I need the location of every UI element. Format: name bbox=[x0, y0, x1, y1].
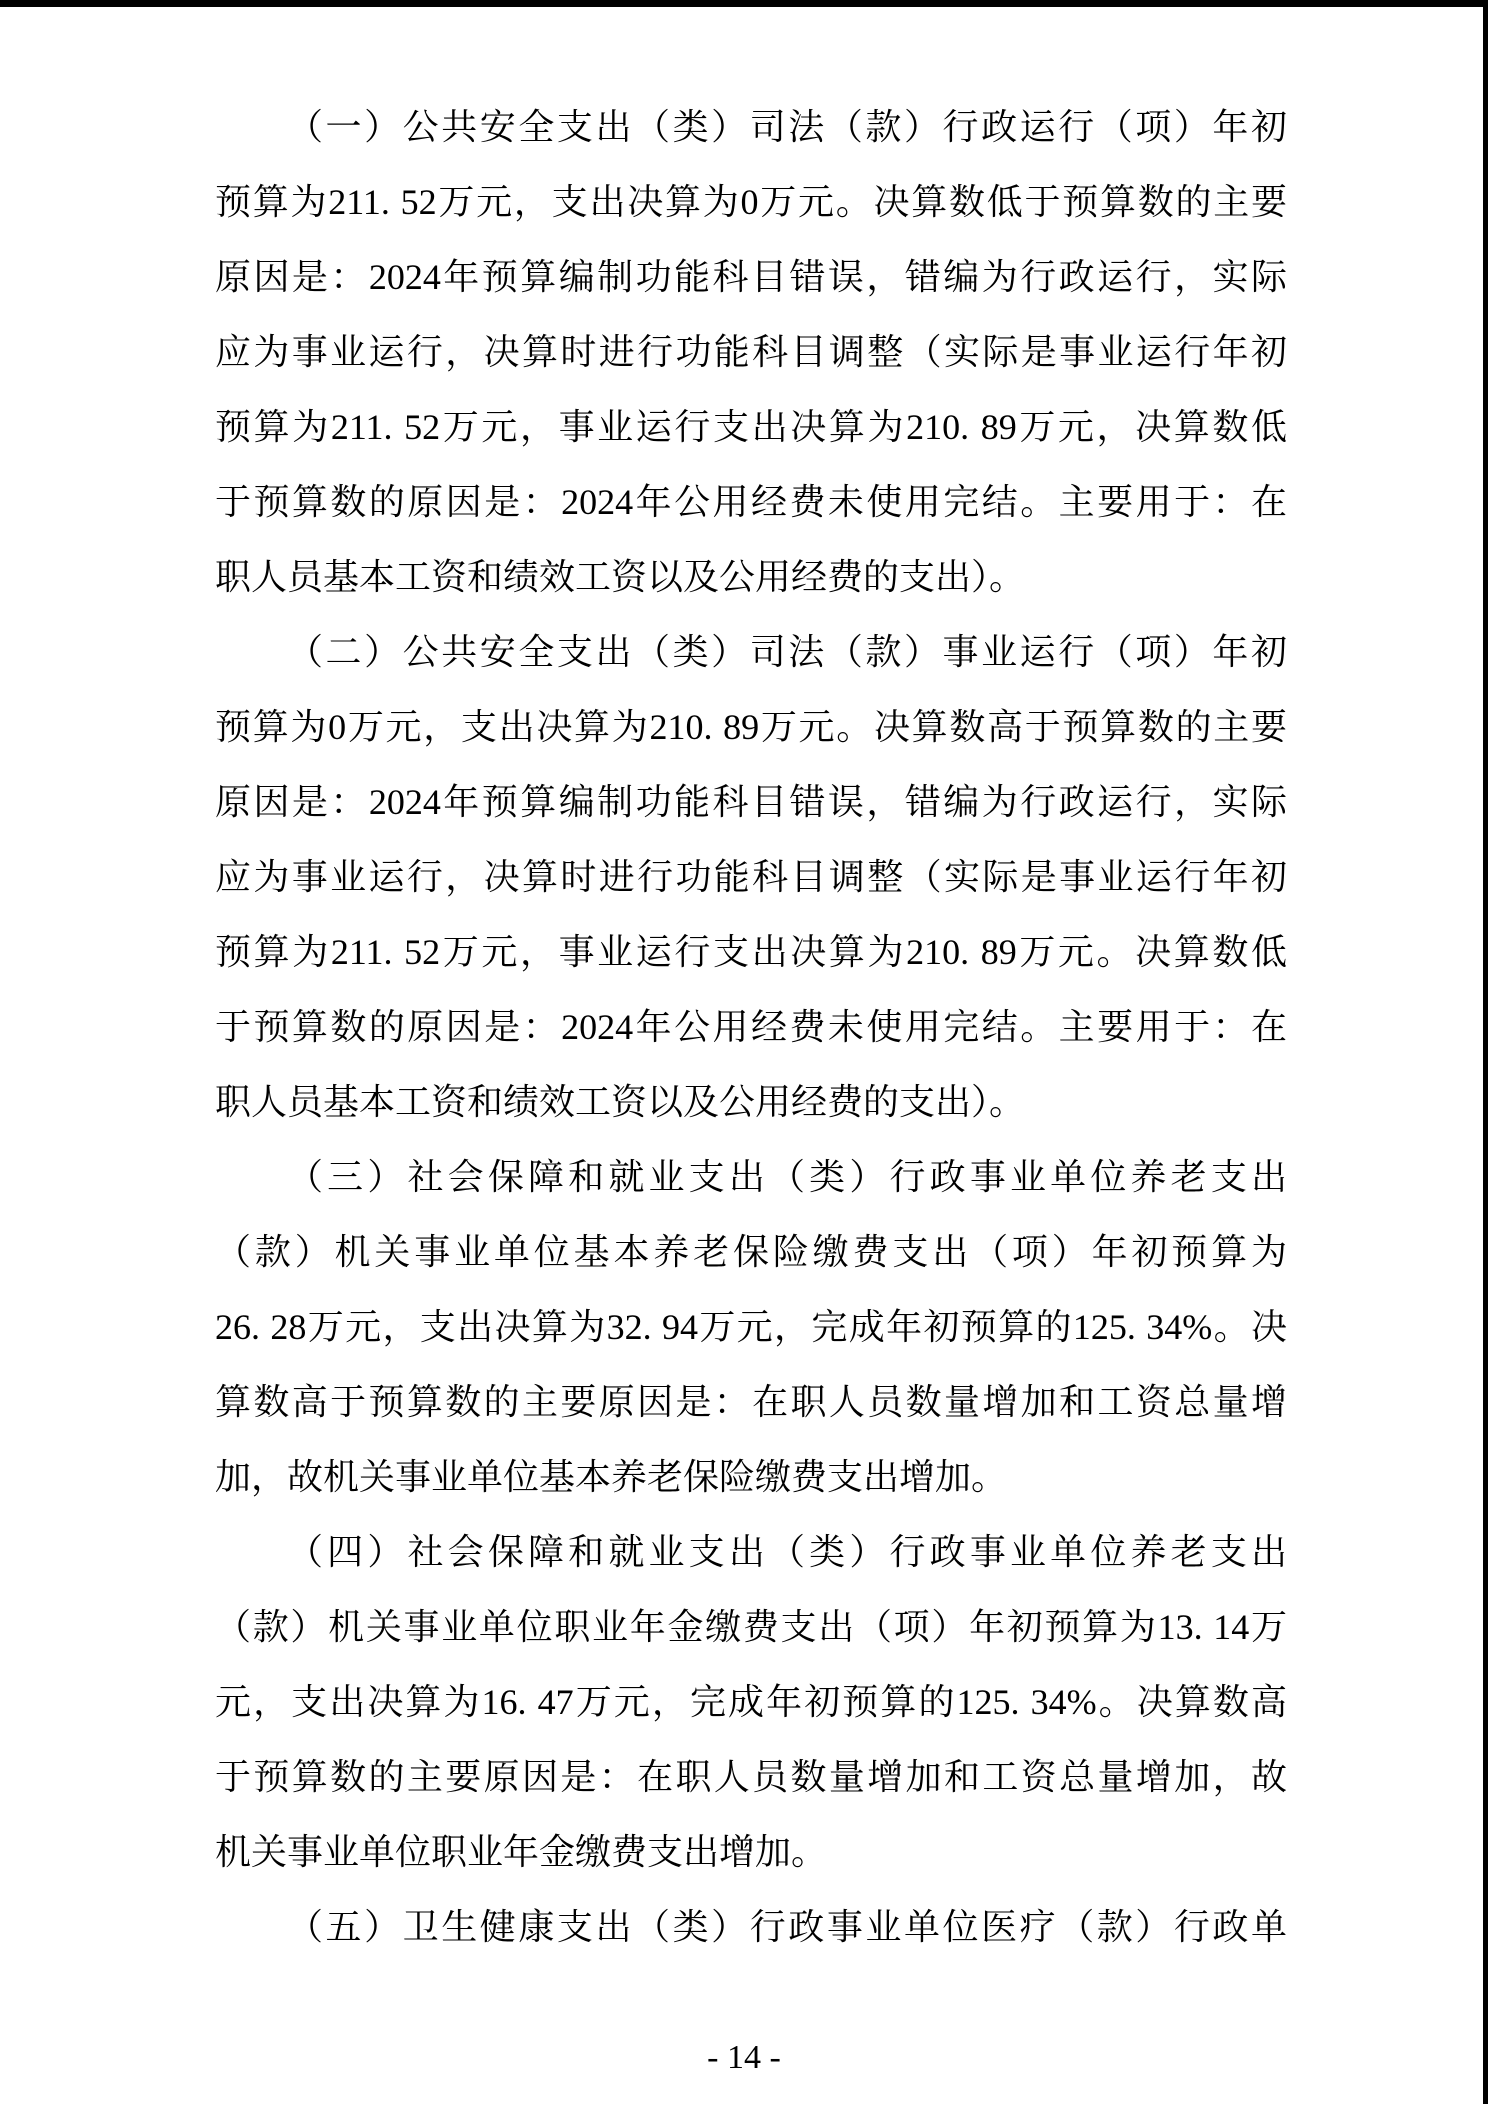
paragraph-4 bbox=[215, 1515, 1287, 1890]
text-line: 原因是：2024年预算编制功能科目错误，错编为行政运行，实际 bbox=[215, 257, 1287, 297]
text-line: 应为事业运行，决算时进行功能科目调整（实际是事业运行年初 bbox=[215, 857, 1287, 897]
text-line: 预算为0万元，支出决算为210. 89万元。决算数高于预算数的主要 bbox=[215, 707, 1287, 747]
text-line: 于预算数的原因是：2024年公用经费未使用完结。主要用于：在 bbox=[215, 1007, 1287, 1047]
text-line: （二）公共安全支出（类）司法（款）事业运行（项）年初 bbox=[287, 632, 1287, 672]
scan-edge-top bbox=[0, 0, 1488, 7]
document-body bbox=[215, 90, 1287, 1965]
text-line: 算数高于预算数的主要原因是：在职人员数量增加和工资总量增 bbox=[215, 1382, 1287, 1422]
paragraph-5 bbox=[215, 1890, 1287, 1965]
text-line: 应为事业运行，决算时进行功能科目调整（实际是事业运行年初 bbox=[215, 332, 1287, 372]
text-line: 原因是：2024年预算编制功能科目错误，错编为行政运行，实际 bbox=[215, 782, 1287, 822]
text-line: （五）卫生健康支出（类）行政事业单位医疗（款）行政单 bbox=[287, 1907, 1287, 1947]
paragraph-3 bbox=[215, 1140, 1287, 1515]
text-line: 于预算数的原因是：2024年公用经费未使用完结。主要用于：在 bbox=[215, 482, 1287, 522]
text-line: 职人员基本工资和绩效工资以及公用经费的支出）。 bbox=[215, 557, 1026, 597]
text-line: 于预算数的主要原因是：在职人员数量增加和工资总量增加，故 bbox=[215, 1757, 1287, 1797]
page-number: - 14 - bbox=[707, 2039, 781, 2076]
text-line: 加，故机关事业单位基本养老保险缴费支出增加。 bbox=[215, 1457, 1008, 1497]
text-line: 预算为211. 52万元，支出决算为0万元。决算数低于预算数的主要 bbox=[215, 182, 1287, 222]
text-line: （一）公共安全支出（类）司法（款）行政运行（项）年初 bbox=[287, 107, 1287, 147]
text-line: 元，支出决算为16. 47万元，完成年初预算的125. 34%。决算数高 bbox=[215, 1682, 1287, 1722]
text-line: （三）社会保障和就业支出（类）行政事业单位养老支出 bbox=[287, 1157, 1287, 1197]
text-line: 26. 28万元，支出决算为32. 94万元，完成年初预算的125. 34%。决 bbox=[215, 1307, 1287, 1347]
scan-edge-right bbox=[1483, 0, 1488, 2104]
text-line: 机关事业单位职业年金缴费支出增加。 bbox=[215, 1832, 828, 1872]
text-line: 预算为211. 52万元，事业运行支出决算为210. 89万元，决算数低 bbox=[215, 407, 1287, 447]
text-line: 预算为211. 52万元，事业运行支出决算为210. 89万元。决算数低 bbox=[215, 932, 1287, 972]
text-line: （款）机关事业单位职业年金缴费支出（项）年初预算为13. 14万 bbox=[215, 1607, 1287, 1647]
paragraph-2 bbox=[215, 615, 1287, 1140]
page-footer bbox=[0, 2038, 1488, 2078]
text-line: （款）机关事业单位基本养老保险缴费支出（项）年初预算为 bbox=[215, 1232, 1287, 1272]
text-line: （四）社会保障和就业支出（类）行政事业单位养老支出 bbox=[287, 1532, 1287, 1572]
paragraph-1 bbox=[215, 90, 1287, 615]
text-line: 职人员基本工资和绩效工资以及公用经费的支出）。 bbox=[215, 1082, 1026, 1122]
